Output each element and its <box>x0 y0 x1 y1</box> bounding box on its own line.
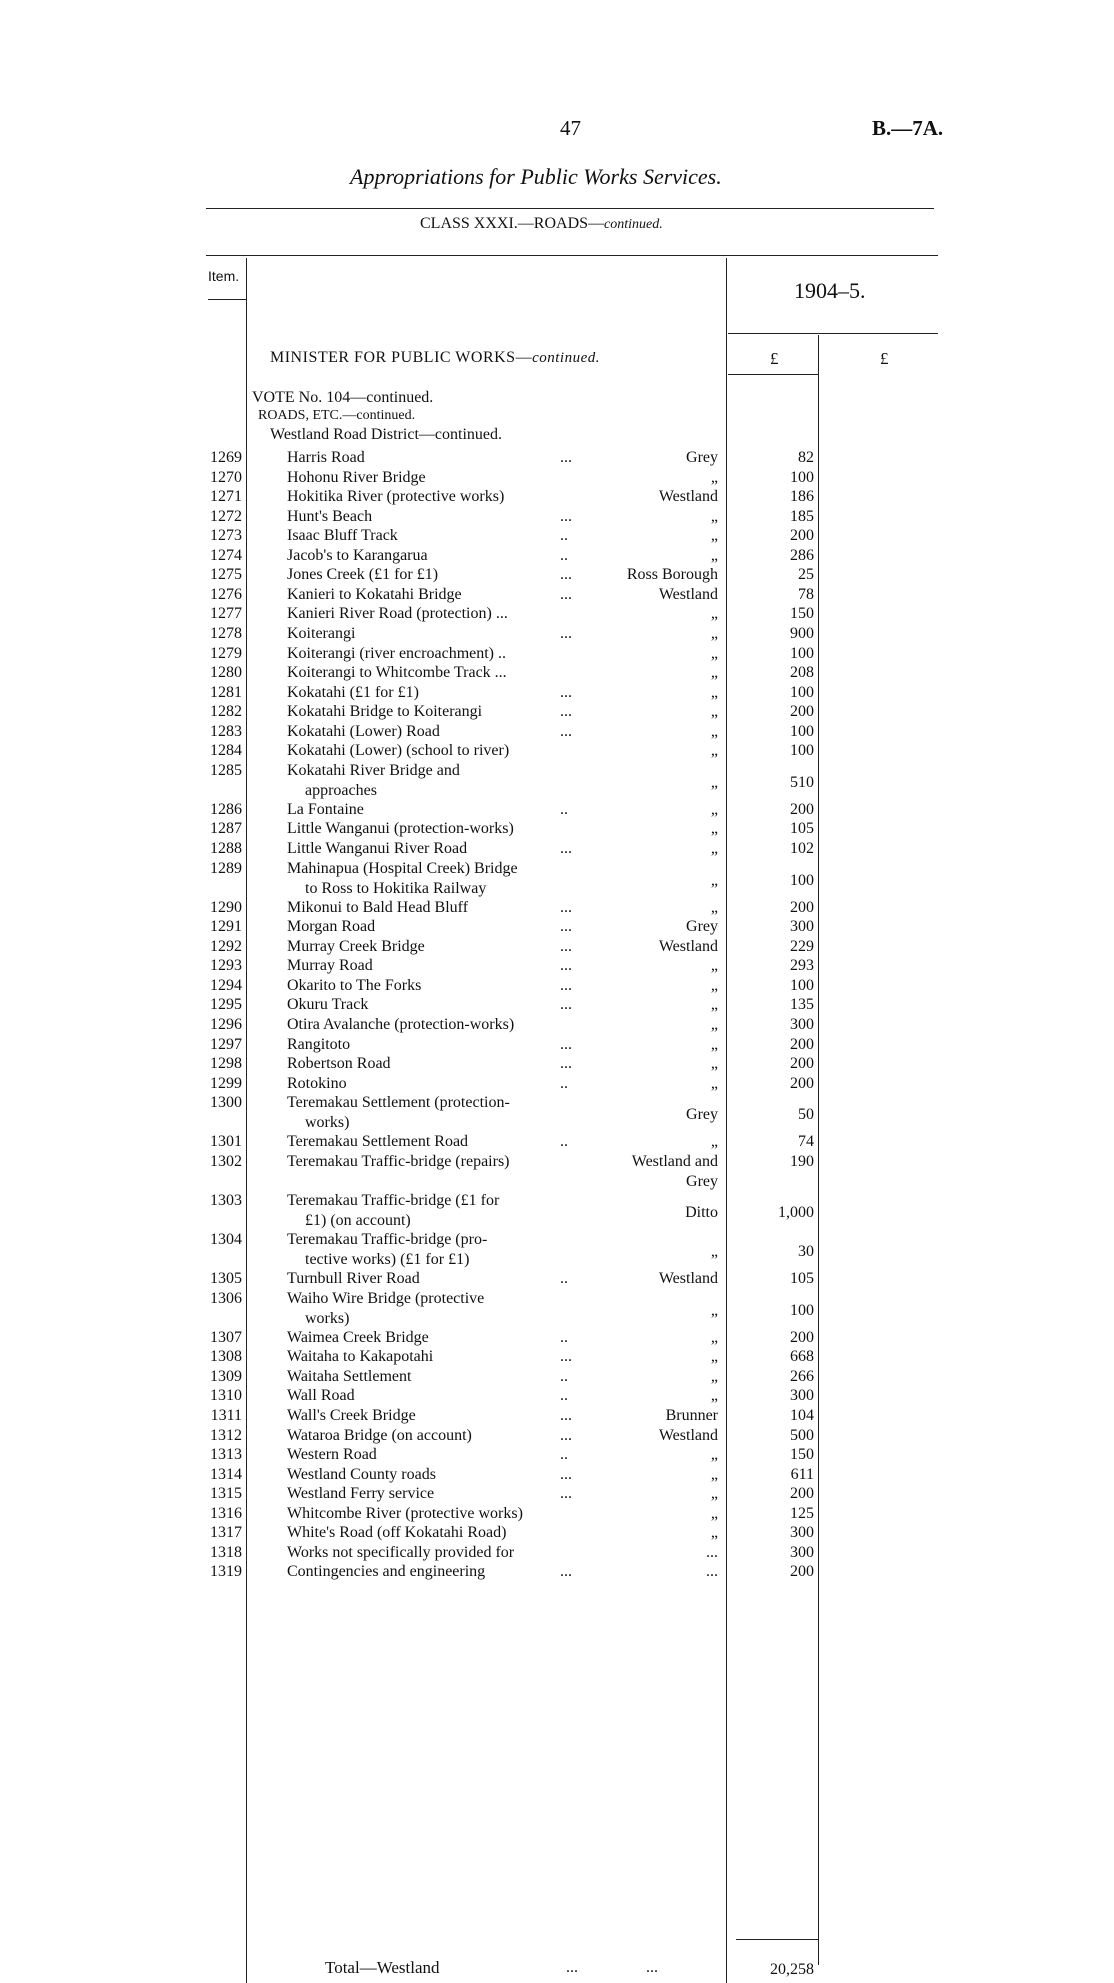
electoral-district: „ <box>710 1368 718 1385</box>
leader-dots: .. <box>560 1270 568 1287</box>
amount: 74 <box>798 1133 814 1150</box>
leader-dots: ... <box>560 918 572 935</box>
amount: 293 <box>790 957 814 974</box>
item-number: 1316 <box>210 1505 242 1522</box>
electoral-district: „ <box>710 1348 718 1365</box>
leader-dots: ... <box>560 1055 572 1072</box>
total-rule <box>736 1939 818 1940</box>
amount: 25 <box>798 566 814 583</box>
item-description: Koiterangi <box>287 625 356 642</box>
amount: 200 <box>790 1055 814 1072</box>
minister-heading <box>270 349 600 367</box>
item-number: 1277 <box>210 605 242 622</box>
item-description: Morgan Road <box>287 918 376 935</box>
electoral-district: Ross Borough <box>626 566 718 583</box>
item-number: 1290 <box>210 899 242 916</box>
item-number: 1272 <box>210 508 242 525</box>
item-number: 1286 <box>210 801 242 818</box>
amount: 100 <box>790 742 814 759</box>
leader-dots: ... <box>560 1348 572 1365</box>
item-number: 1295 <box>210 996 242 1013</box>
item-number: 1313 <box>210 1446 242 1463</box>
item-description: La Fontaine <box>287 801 364 818</box>
item-description: Westland Ferry service <box>287 1485 435 1502</box>
item-number: 1309 <box>210 1368 242 1385</box>
item-number: 1312 <box>210 1427 242 1444</box>
electoral-district: „ <box>710 684 718 701</box>
amount: 200 <box>790 801 814 818</box>
item-description: Mahinapua (Hospital Creek) Bridge <box>287 860 518 877</box>
item-number: 1281 <box>210 684 242 701</box>
electoral-district: Westland <box>658 586 718 603</box>
amount: 82 <box>798 449 814 466</box>
amount: 104 <box>790 1407 814 1424</box>
item-description: Koiterangi to Whitcombe Track ... <box>287 664 507 681</box>
item-description: Otira Avalanche (protection-works) <box>287 1016 515 1033</box>
amount: 668 <box>790 1348 814 1365</box>
year-header-rule <box>728 333 938 334</box>
electoral-district: „ <box>710 723 718 740</box>
leader-dots: .. <box>560 1329 568 1346</box>
amount: 229 <box>790 938 814 955</box>
amount: 78 <box>798 586 814 603</box>
leader-dots: ... <box>560 1036 572 1053</box>
leader-dots: .. <box>560 1446 568 1463</box>
item-description-continued: approaches <box>305 782 377 799</box>
item-description: Jones Creek (£1 for £1) <box>287 566 439 583</box>
electoral-district: „ <box>710 977 718 994</box>
amount: 200 <box>790 527 814 544</box>
item-description: Jacob's to Karangarua <box>287 547 428 564</box>
electoral-district: Grey <box>686 918 718 935</box>
item-number: 1304 <box>210 1231 242 1248</box>
item-number: 1274 <box>210 547 242 564</box>
electoral-district: „ <box>710 872 718 889</box>
item-number: 1287 <box>210 820 242 837</box>
item-number: 1284 <box>210 742 242 759</box>
leader-dots: ... <box>560 840 572 857</box>
amount: 100 <box>790 977 814 994</box>
electoral-district: Westland <box>658 1427 718 1444</box>
electoral-district: „ <box>710 605 718 622</box>
item-number: 1279 <box>210 645 242 662</box>
class-heading-main: CLASS XXXI.—ROADS— <box>420 215 605 232</box>
amount: 185 <box>790 508 814 525</box>
item-number: 1308 <box>210 1348 242 1365</box>
amount: 100 <box>790 1302 814 1319</box>
item-number: 1300 <box>210 1094 242 1111</box>
amount: 1,000 <box>778 1204 814 1221</box>
leader-dots: ... <box>560 1407 572 1424</box>
item-description: Waiho Wire Bridge (protective <box>287 1290 485 1307</box>
leader-dots: ... <box>560 1485 572 1502</box>
amount: 200 <box>790 1036 814 1053</box>
amount: 200 <box>790 1329 814 1346</box>
item-description: Turnbull River Road <box>287 1270 420 1287</box>
total-dots-1: ... <box>566 1959 578 1976</box>
amount: 150 <box>790 605 814 622</box>
minister-heading-main: MINISTER FOR PUBLIC WORKS— <box>270 349 533 366</box>
total-label: Total—Westland <box>325 1958 440 1977</box>
amount: 100 <box>790 684 814 701</box>
electoral-district: „ <box>710 996 718 1013</box>
electoral-district: „ <box>710 1466 718 1483</box>
electoral-district: „ <box>710 1055 718 1072</box>
item-number: 1270 <box>210 469 242 486</box>
item-number: 1278 <box>210 625 242 642</box>
item-number: 1317 <box>210 1524 242 1541</box>
electoral-district: „ <box>710 645 718 662</box>
item-description: Robertson Road <box>287 1055 391 1072</box>
roads-heading: ROADS, ETC.—continued. <box>258 408 416 423</box>
leader-dots: ... <box>560 1466 572 1483</box>
electoral-district: „ <box>710 774 718 791</box>
electoral-district: Westland and <box>631 1153 718 1170</box>
item-number: 1283 <box>210 723 242 740</box>
amount: 266 <box>790 1368 814 1385</box>
total-dots-2: ... <box>646 1959 658 1976</box>
page-number: 47 <box>560 116 581 140</box>
amount: 300 <box>790 1016 814 1033</box>
item-column-rule <box>246 258 247 1983</box>
item-description: Murray Creek Bridge <box>287 938 425 955</box>
item-number: 1291 <box>210 918 242 935</box>
item-number: 1273 <box>210 527 242 544</box>
electoral-district: ... <box>706 1544 718 1561</box>
leader-dots: ... <box>560 625 572 642</box>
electoral-district: „ <box>710 801 718 818</box>
item-number: 1292 <box>210 938 242 955</box>
electoral-district: „ <box>710 1302 718 1319</box>
item-number: 1294 <box>210 977 242 994</box>
item-description: Whitcombe River (protective works) <box>287 1505 523 1522</box>
item-number: 1285 <box>210 762 242 779</box>
leader-dots: ... <box>560 977 572 994</box>
amount-right-rule <box>818 335 819 1965</box>
item-description: Wall Road <box>287 1387 355 1404</box>
item-number: 1314 <box>210 1466 242 1483</box>
item-description: Works not specifically provided for <box>287 1544 515 1561</box>
electoral-district: „ <box>710 1446 718 1463</box>
amount: 125 <box>790 1505 814 1522</box>
item-description: Kokatahi (£1 for £1) <box>287 684 419 701</box>
year-column-header: 1904–5. <box>794 278 866 303</box>
item-number: 1289 <box>210 860 242 877</box>
item-number: 1315 <box>210 1485 242 1502</box>
electoral-district: „ <box>710 703 718 720</box>
leader-dots: .. <box>560 1075 568 1092</box>
electoral-district: „ <box>710 1243 718 1260</box>
electoral-district: „ <box>710 1075 718 1092</box>
amount: 105 <box>790 1270 814 1287</box>
item-number: 1276 <box>210 586 242 603</box>
item-description: Waitaha to Kakapotahi <box>287 1348 434 1365</box>
amount-left-rule <box>726 258 727 1983</box>
leader-dots: ... <box>560 723 572 740</box>
item-number: 1282 <box>210 703 242 720</box>
item-number: 1305 <box>210 1270 242 1287</box>
amount: 30 <box>798 1243 814 1260</box>
amount: 200 <box>790 703 814 720</box>
electoral-district: Grey <box>686 449 718 466</box>
electoral-district: „ <box>710 625 718 642</box>
item-description: Little Wanganui River Road <box>287 840 468 857</box>
item-number: 1302 <box>210 1153 242 1170</box>
item-number: 1296 <box>210 1016 242 1033</box>
leader-dots: ... <box>560 938 572 955</box>
amount: 900 <box>790 625 814 642</box>
leader-dots: ... <box>560 684 572 701</box>
item-description: Rotokino <box>287 1075 347 1092</box>
electoral-district: Ditto <box>685 1204 718 1221</box>
amount: 135 <box>790 996 814 1013</box>
item-number: 1298 <box>210 1055 242 1072</box>
item-number: 1301 <box>210 1133 242 1150</box>
item-description: Mikonui to Bald Head Bluff <box>287 899 469 916</box>
item-number: 1311 <box>210 1407 242 1424</box>
electoral-district: Grey <box>686 1106 718 1123</box>
item-description: Koiterangi (river encroachment) .. <box>287 645 507 662</box>
amount: 150 <box>790 1446 814 1463</box>
item-description: Harris Road <box>287 449 365 466</box>
total-amount: 20,258 <box>770 1961 814 1978</box>
leader-dots: ... <box>560 957 572 974</box>
document-reference: B.—7A. <box>872 116 944 140</box>
item-description: Murray Road <box>287 957 373 974</box>
item-description: Western Road <box>287 1446 377 1463</box>
amount: 200 <box>790 1075 814 1092</box>
amount: 100 <box>790 469 814 486</box>
item-description: Okuru Track <box>287 996 369 1013</box>
electoral-district: „ <box>710 840 718 857</box>
item-description: Kokatahi Bridge to Koiterangi <box>287 703 483 720</box>
item-number: 1269 <box>210 449 242 466</box>
item-number: 1288 <box>210 840 242 857</box>
electoral-district: Westland <box>658 1270 718 1287</box>
item-number: 1299 <box>210 1075 242 1092</box>
class-heading-suffix: continued. <box>604 217 663 232</box>
amount: 300 <box>790 918 814 935</box>
electoral-district: „ <box>710 547 718 564</box>
item-description: Teremakau Traffic-bridge (pro- <box>287 1231 488 1248</box>
minister-heading-suffix: continued. <box>532 350 600 366</box>
item-description: Little Wanganui (protection-works) <box>287 820 514 837</box>
item-description: Teremakau Settlement (protection- <box>287 1094 510 1111</box>
item-description: Waimea Creek Bridge <box>287 1329 429 1346</box>
item-description: Hohonu River Bridge <box>287 469 426 486</box>
pound-header-rule <box>728 374 818 375</box>
item-description: Kokatahi River Bridge and <box>287 762 460 779</box>
amount: 190 <box>790 1153 814 1170</box>
leader-dots: ... <box>560 899 572 916</box>
electoral-district: „ <box>710 1133 718 1150</box>
amount: 500 <box>790 1427 814 1444</box>
item-description: Hunt's Beach <box>287 508 373 525</box>
leader-dots: ... <box>560 1563 572 1580</box>
leader-dots: .. <box>560 1133 568 1150</box>
amount: 100 <box>790 723 814 740</box>
page-title: Appropriations for Public Works Services. <box>350 164 722 189</box>
electoral-district: Westland <box>658 938 718 955</box>
item-description-continued: tective works) (£1 for £1) <box>305 1251 470 1268</box>
amount: 186 <box>790 488 814 505</box>
electoral-district: Westland <box>658 488 718 505</box>
electoral-district: Brunner <box>665 1407 718 1424</box>
amount: 300 <box>790 1387 814 1404</box>
electoral-district: „ <box>710 1036 718 1053</box>
item-description: Wataroa Bridge (on account) <box>287 1427 472 1444</box>
leader-dots: ... <box>560 996 572 1013</box>
class-heading <box>420 215 663 233</box>
amount: 300 <box>790 1524 814 1541</box>
item-description: Waitaha Settlement <box>287 1368 412 1385</box>
amount: 50 <box>798 1106 814 1123</box>
amount: 300 <box>790 1544 814 1561</box>
item-description-continued: £1) (on account) <box>305 1212 411 1229</box>
item-number: 1293 <box>210 957 242 974</box>
item-description: Teremakau Traffic-bridge (£1 for <box>287 1192 500 1209</box>
electoral-district-continued: Grey <box>686 1173 718 1190</box>
electoral-district: „ <box>710 664 718 681</box>
item-number: 1319 <box>210 1563 242 1580</box>
electoral-district: „ <box>710 899 718 916</box>
item-description: Contingencies and engineering <box>287 1563 486 1580</box>
vote-heading: VOTE No. 104—continued. <box>252 389 434 406</box>
electoral-district: „ <box>710 527 718 544</box>
electoral-district: „ <box>710 1329 718 1346</box>
leader-dots: .. <box>560 801 568 818</box>
leader-dots: ... <box>560 566 572 583</box>
leader-dots: ... <box>560 508 572 525</box>
item-number: 1297 <box>210 1036 242 1053</box>
electoral-district: „ <box>710 820 718 837</box>
electoral-district: „ <box>710 1505 718 1522</box>
amount: 100 <box>790 872 814 889</box>
electoral-district: „ <box>710 508 718 525</box>
item-description: Teremakau Traffic-bridge (repairs) <box>287 1153 510 1170</box>
electoral-district: „ <box>710 957 718 974</box>
leader-dots: .. <box>560 1368 568 1385</box>
item-number: 1303 <box>210 1192 242 1209</box>
item-description: Kokatahi (Lower) Road <box>287 723 440 740</box>
item-number: 1310 <box>210 1387 242 1404</box>
electoral-district: „ <box>710 1016 718 1033</box>
item-column-header: Item. <box>208 268 240 284</box>
item-number: 1280 <box>210 664 242 681</box>
amount: 286 <box>790 547 814 564</box>
leader-dots: ... <box>560 586 572 603</box>
item-description: Okarito to The Forks <box>287 977 422 994</box>
item-description: Westland County roads <box>287 1466 436 1483</box>
leader-dots: ... <box>560 449 572 466</box>
amount: 102 <box>790 840 814 857</box>
item-number: 1307 <box>210 1329 242 1346</box>
electoral-district: „ <box>710 1485 718 1502</box>
amount: 200 <box>790 1563 814 1580</box>
amount: 200 <box>790 899 814 916</box>
item-description: Kanieri to Kokatahi Bridge <box>287 586 462 603</box>
item-description-continued: to Ross to Hokitika Railway <box>305 880 487 897</box>
item-description: Kokatahi (Lower) (school to river) <box>287 742 510 759</box>
item-description: Wall's Creek Bridge <box>287 1407 416 1424</box>
item-description: Teremakau Settlement Road <box>287 1133 469 1150</box>
item-description: Kanieri River Road (protection) ... <box>287 605 508 622</box>
item-description: White's Road (off Kokatahi Road) <box>287 1524 507 1541</box>
amount: 510 <box>790 774 814 791</box>
amount: 100 <box>790 645 814 662</box>
leader-dots: .. <box>560 1387 568 1404</box>
district-heading: Westland Road District—continued. <box>270 426 502 443</box>
item-description: Rangitoto <box>287 1036 351 1053</box>
leader-dots: ... <box>560 703 572 720</box>
leader-dots: .. <box>560 527 568 544</box>
electoral-district: „ <box>710 469 718 486</box>
item-number: 1271 <box>210 488 242 505</box>
amount: 208 <box>790 664 814 681</box>
electoral-district: „ <box>710 1524 718 1541</box>
amount: 105 <box>790 820 814 837</box>
item-number: 1318 <box>210 1544 242 1561</box>
item-header-underline <box>208 299 246 300</box>
item-description: Hokitika River (protective works) <box>287 488 505 505</box>
electoral-district: ... <box>706 1563 718 1580</box>
leader-dots: .. <box>560 547 568 564</box>
amount: 611 <box>790 1466 814 1483</box>
electoral-district: „ <box>710 1387 718 1404</box>
item-number: 1306 <box>210 1290 242 1307</box>
item-description: Isaac Bluff Track <box>287 527 398 544</box>
header-top-rule <box>206 255 938 256</box>
electoral-district: „ <box>710 742 718 759</box>
amount: 200 <box>790 1485 814 1502</box>
item-description-continued: works) <box>305 1310 350 1327</box>
pound-total-column-header: £ <box>880 349 889 368</box>
item-number: 1275 <box>210 566 242 583</box>
item-description-continued: works) <box>305 1114 350 1131</box>
leader-dots: ... <box>560 1427 572 1444</box>
title-rule <box>206 208 934 209</box>
pound-column-header: £ <box>770 349 779 368</box>
